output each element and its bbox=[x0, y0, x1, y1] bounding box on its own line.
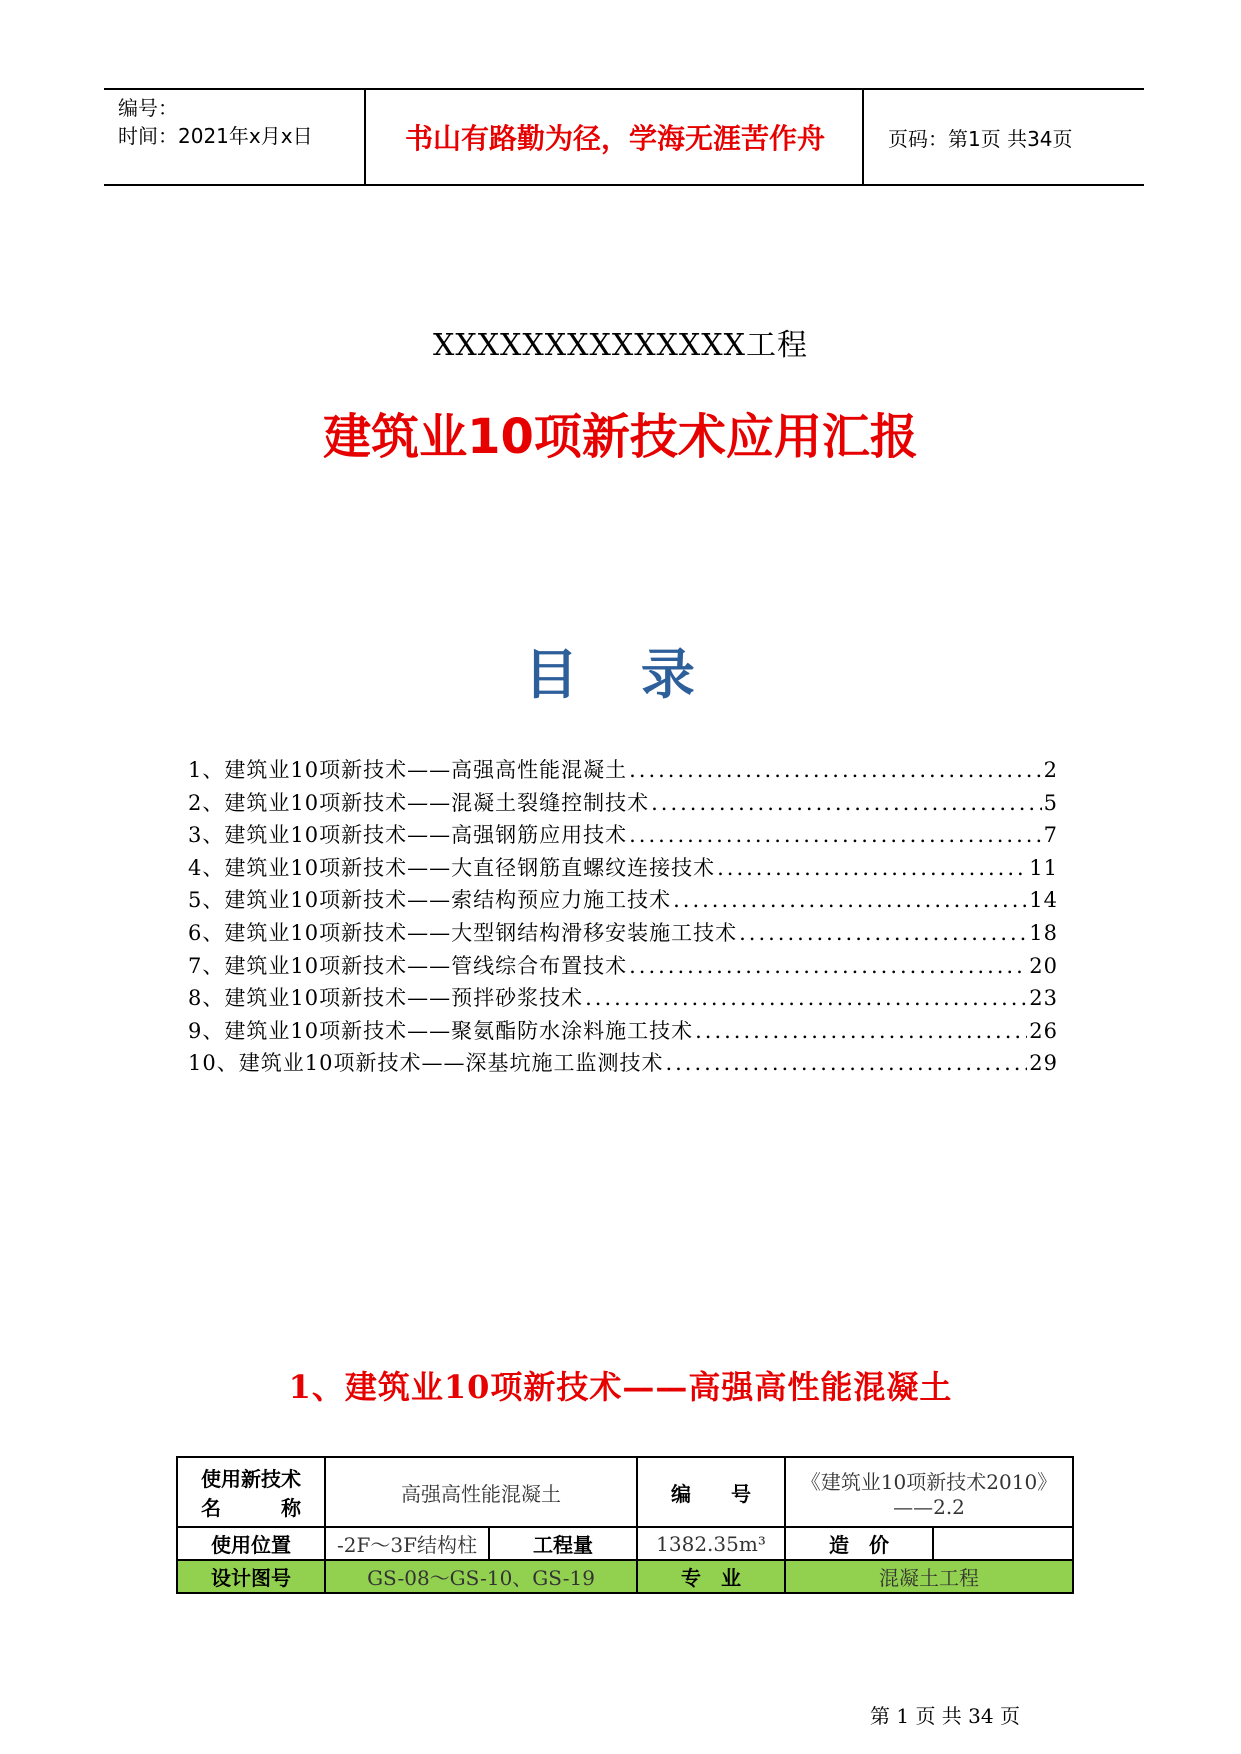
toc-item-page: 26 bbox=[1029, 1018, 1058, 1043]
table-of-contents bbox=[188, 754, 1058, 1080]
toc-item-title: 3、建筑业10项新技术——高强钢筋应用技术 bbox=[188, 823, 628, 848]
cost-value bbox=[933, 1527, 1073, 1560]
quantity-value: 1382.35m³ bbox=[637, 1527, 785, 1560]
number-label: 编 号 bbox=[637, 1457, 785, 1527]
quantity-label: 工程量 bbox=[489, 1527, 637, 1560]
tech-name-label: 使用新技术 名 称 bbox=[177, 1457, 325, 1527]
toc-item-title: 8、建筑业10项新技术——预拌砂浆技术 bbox=[188, 986, 584, 1011]
toc-leader-dots bbox=[739, 921, 1027, 945]
toc-item-title: 5、建筑业10项新技术——索结构预应力施工技术 bbox=[188, 888, 672, 913]
toc-leader-dots bbox=[665, 1051, 1027, 1075]
toc-item[interactable] bbox=[188, 787, 1058, 820]
location-value: -2F～3F结构柱 bbox=[325, 1527, 489, 1560]
toc-item-title: 9、建筑业10项新技术——聚氨酯防水涂料施工技术 bbox=[188, 1018, 694, 1043]
toc-leader-dots bbox=[629, 758, 1042, 782]
cost-label: 造 价 bbox=[785, 1527, 933, 1560]
toc-item[interactable] bbox=[188, 884, 1058, 917]
toc-item-page: 23 bbox=[1029, 986, 1058, 1011]
drawing-value: GS-08～GS-10、GS-19 bbox=[325, 1560, 637, 1593]
header-meta bbox=[118, 94, 313, 150]
toc-item-title: 7、建筑业10项新技术——管线综合布置技术 bbox=[188, 953, 628, 978]
header-divider bbox=[364, 90, 366, 184]
toc-item[interactable] bbox=[188, 1015, 1058, 1048]
page-footer: 第 1 页 共 34 页 bbox=[870, 1704, 1020, 1728]
toc-item-page: 7 bbox=[1043, 823, 1058, 848]
page-header bbox=[104, 88, 1144, 186]
toc-leader-dots bbox=[717, 856, 1027, 880]
header-divider bbox=[862, 90, 864, 184]
tech-info-table bbox=[176, 1456, 1074, 1594]
toc-leader-dots bbox=[695, 1019, 1027, 1043]
toc-item[interactable] bbox=[188, 1047, 1058, 1080]
header-motto: 书山有路勤为径，学海无涯苦作舟 bbox=[404, 122, 825, 155]
toc-item-title: 6、建筑业10项新技术——大型钢结构滑移安装施工技术 bbox=[188, 920, 738, 945]
toc-item-page: 20 bbox=[1029, 953, 1058, 978]
toc-item[interactable] bbox=[188, 982, 1058, 1015]
toc-title: 目 录 bbox=[524, 643, 717, 706]
toc-leader-dots bbox=[585, 986, 1027, 1010]
section-heading: 1、建筑业10项新技术——高强高性能混凝土 bbox=[288, 1368, 953, 1406]
tech-name-value: 高强高性能混凝土 bbox=[325, 1457, 637, 1527]
drawing-label: 设计图号 bbox=[177, 1560, 325, 1593]
header-number-label: 编号： bbox=[118, 96, 178, 120]
toc-item-title: 1、建筑业10项新技术——高强高性能混凝土 bbox=[188, 758, 628, 782]
toc-leader-dots bbox=[673, 888, 1027, 912]
toc-leader-dots bbox=[629, 823, 1042, 847]
location-label: 使用位置 bbox=[177, 1527, 325, 1560]
project-name: XXXXXXXXXXXXXX工程 bbox=[432, 328, 808, 363]
toc-item-title: 4、建筑业10项新技术——大直径钢筋直螺纹连接技术 bbox=[188, 855, 716, 880]
toc-item-page: 5 bbox=[1043, 790, 1058, 815]
report-title: 建筑业10项新技术应用汇报 bbox=[323, 409, 918, 465]
toc-item-page: 18 bbox=[1029, 920, 1058, 945]
number-value: 《建筑业10项新技术2010》 ——2.2 bbox=[785, 1457, 1073, 1527]
toc-item-page: 11 bbox=[1029, 855, 1058, 880]
toc-item-title: 2、建筑业10项新技术——混凝土裂缝控制技术 bbox=[188, 790, 650, 815]
toc-item-title: 10、建筑业10项新技术——深基坑施工监测技术 bbox=[188, 1051, 664, 1076]
toc-item[interactable] bbox=[188, 819, 1058, 852]
toc-item-page: 14 bbox=[1029, 888, 1058, 913]
toc-item[interactable] bbox=[188, 852, 1058, 885]
toc-item[interactable] bbox=[188, 917, 1058, 950]
header-page-label: 页码：第1页 共34页 bbox=[888, 126, 1073, 151]
toc-leader-dots bbox=[651, 791, 1042, 815]
toc-item[interactable] bbox=[188, 754, 1058, 787]
header-time-label: 时间：2021年x月x日 bbox=[118, 124, 313, 148]
toc-item-page: 29 bbox=[1029, 1051, 1058, 1076]
toc-item[interactable] bbox=[188, 950, 1058, 983]
toc-leader-dots bbox=[629, 954, 1027, 978]
specialty-label: 专 业 bbox=[637, 1560, 785, 1593]
specialty-value: 混凝土工程 bbox=[785, 1560, 1073, 1593]
toc-item-page: 2 bbox=[1043, 758, 1058, 782]
